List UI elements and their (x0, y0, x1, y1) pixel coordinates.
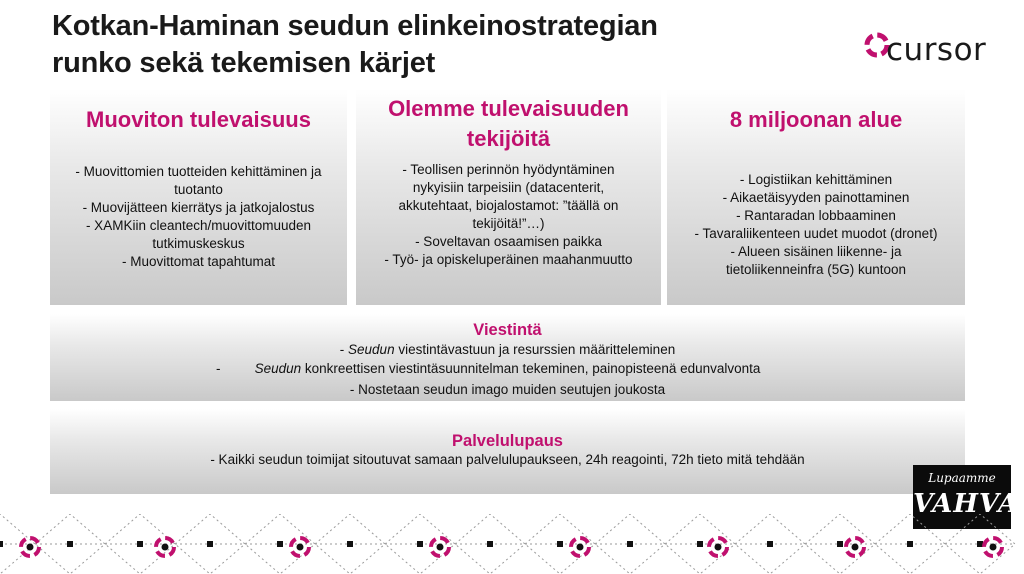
cursor-logo (860, 28, 1000, 74)
box-muoviton (50, 89, 347, 305)
box-tekijoita (356, 89, 661, 305)
list-item: - Teollisen perinnön hyödyntäminen nykyisiin tarpeisiin (datacenterit, akkutehtaat, biojalostamot: ”täällä on tekijöitä!”…) (398, 162, 619, 231)
list-item: - Soveltavan osaamisen paikka (415, 234, 602, 249)
list-item: - Alueen sisäinen liikenne- ja tietoliikenneinfra (5G) kuntoon (725, 244, 907, 277)
list-item: - Nostetaan seudun imago muiden seutujen joukosta (349, 382, 666, 397)
box-tekijoita-heading: Olemme tulevaisuuden tekijöitä (388, 96, 629, 151)
cursor-logo-text: cursor (886, 32, 987, 68)
list-item: - Logistiikan kehittäminen (739, 172, 893, 187)
list-item: - Kaikki seudun toimijat sitoutuvat samaan palvelulupaukseen, 24h reagointi, 72h tieto mitä tehdään (210, 452, 805, 467)
box-miljoonan-alue-heading: 8 miljoonan alue (729, 107, 903, 132)
slide-title (52, 8, 832, 82)
list-item: - Tavaraliikenteen uudet muodot (dronet) (694, 226, 938, 241)
list-item-prefix: - (216, 361, 221, 376)
box-viestinta-heading: Viestintä (473, 321, 542, 339)
list-item (50, 340, 965, 359)
list-item: - Muovijätteen kierrätys ja jatkojalostus (82, 200, 315, 215)
list-item (50, 359, 965, 378)
list-item: - Aikaetäisyyden painottaminen (722, 190, 910, 205)
list-item: - Työ- ja opiskeluperäinen maahanmuutto (384, 252, 633, 267)
box-miljoonan-alue-list (667, 171, 965, 279)
list-item: - Muovittomien tuotteiden kehittäminen ja tuotanto (75, 164, 322, 197)
decorative-pattern-band (0, 514, 1024, 574)
badge-line-1: Lupaamme (928, 471, 996, 485)
box-muoviton-heading: Muoviton tulevaisuus (86, 107, 311, 132)
box-palvelulupaus-heading: Palvelulupaus (452, 432, 563, 450)
list-item-text: viestintävastuun ja resurssien määritteleminen (394, 342, 676, 357)
list-item-prefix: - (339, 342, 349, 357)
box-miljoonan-alue (667, 89, 965, 305)
box-muoviton-list (50, 163, 347, 271)
box-viestinta (50, 314, 965, 401)
list-item: - XAMKiin cleantech/muovittomuuden tutkimuskeskus (85, 218, 312, 251)
list-item: - Muovittomat tapahtumat (121, 254, 276, 269)
box-tekijoita-list (356, 161, 661, 269)
list-item-italic: Seudun (254, 361, 302, 376)
list-item-text: konkreettisen viestintäsuunnitelman tekeminen, painopisteenä edunvalvonta (301, 361, 761, 376)
list-item: - Rantaradan lobbaaminen (736, 208, 896, 223)
box-palvelulupaus (50, 409, 965, 494)
badge-line-2: VAHVA (913, 489, 1020, 519)
list-item-italic: Seudun (348, 342, 395, 357)
slide-title-line-2: runko sekä tekemisen kärjet (52, 47, 436, 79)
slide-title-line-1: Kotkan-Haminan seudun elinkeinostrategian (52, 10, 658, 42)
